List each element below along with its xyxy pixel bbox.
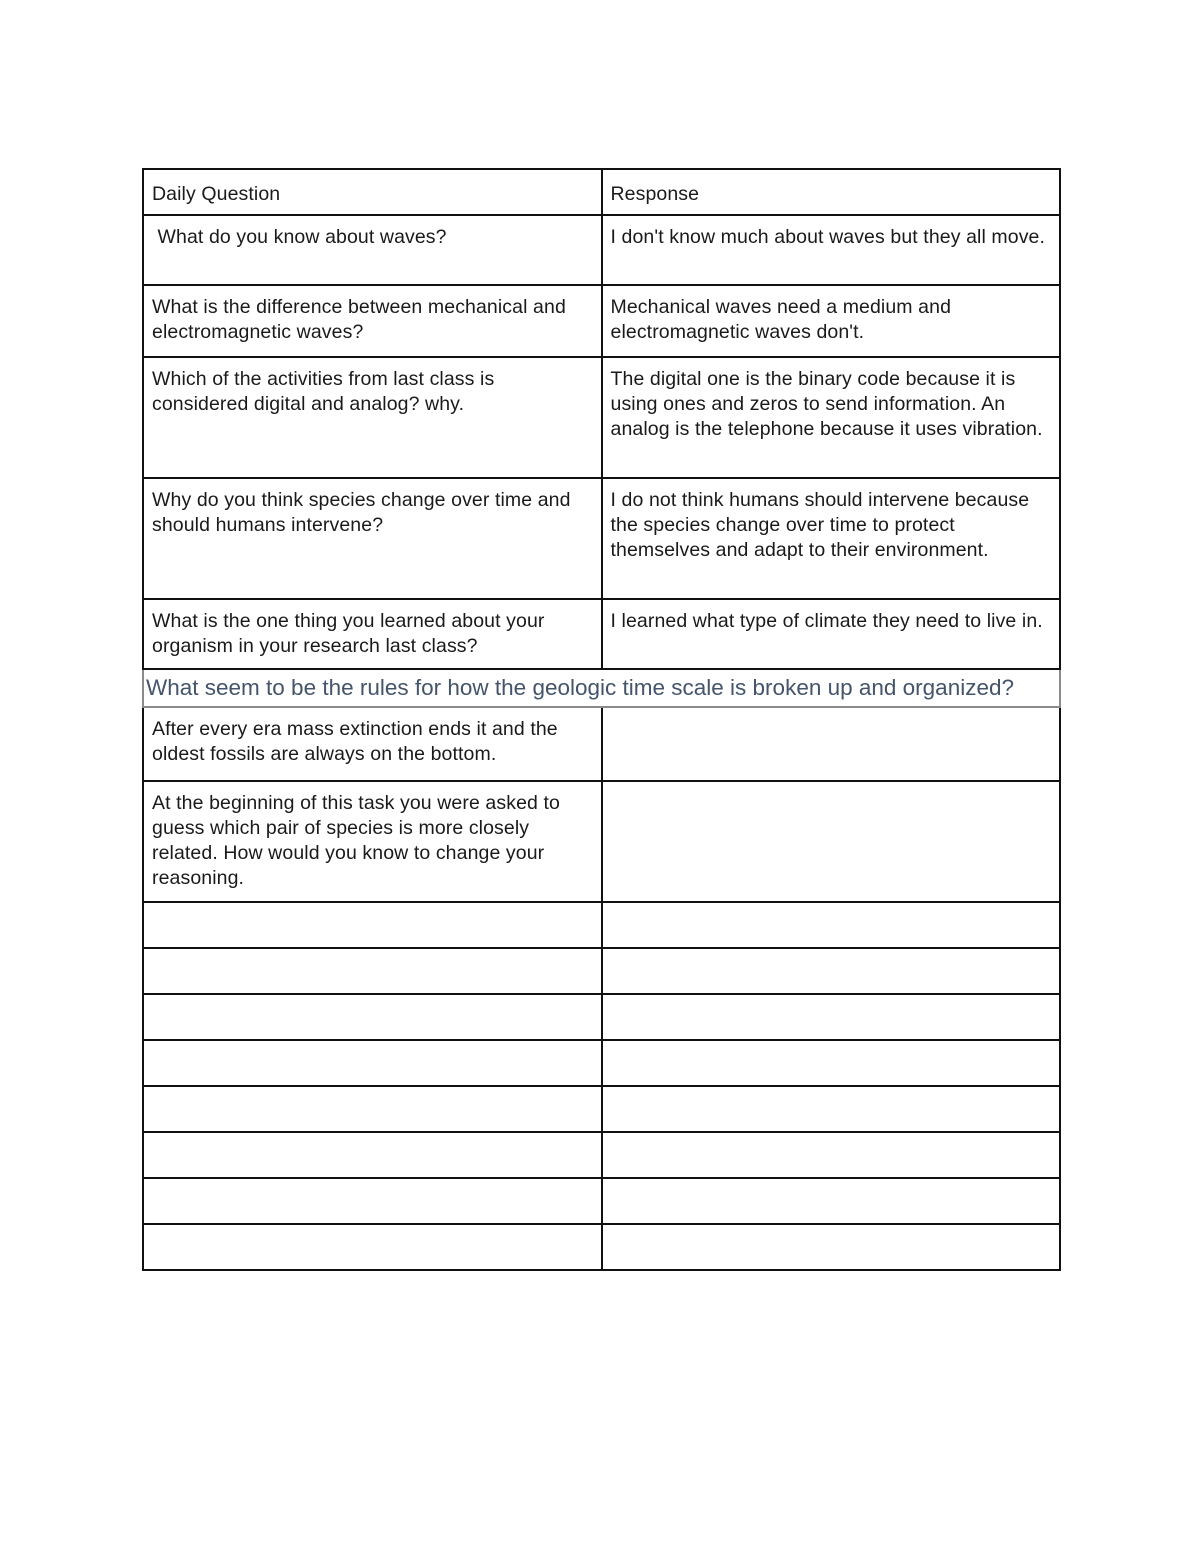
table-row: [143, 781, 1060, 902]
response-cell: Mechanical waves need a medium and electromagnetic waves don't.: [602, 285, 1061, 357]
blank-question-cell: [143, 1224, 602, 1270]
blank-response-cell: [602, 994, 1061, 1040]
blank-question-cell: [143, 1086, 602, 1132]
geologic-time-scale-question: What seem to be the rules for how the geologic time scale is broken up and organized?: [143, 669, 1060, 707]
response-cell: The digital one is the binary code because it is using ones and zeros to send information. An analog is the telephone because it uses vibration.: [602, 357, 1061, 478]
question-cell: Why do you think species change over time and should humans intervene?: [143, 478, 602, 599]
blank-row: [143, 1132, 1060, 1178]
question-cell: After every era mass extinction ends it and the oldest fossils are always on the bottom.: [143, 707, 602, 781]
blank-response-cell: [602, 1178, 1061, 1224]
blank-response-cell: [602, 1086, 1061, 1132]
header-daily-question: Daily Question: [143, 169, 602, 215]
response-cell: I don't know much about waves but they all move.: [602, 215, 1061, 285]
table-row: [143, 599, 1060, 669]
blank-question-cell: [143, 1178, 602, 1224]
question-cell: What do you know about waves?: [143, 215, 602, 285]
blank-question-cell: [143, 1132, 602, 1178]
question-cell: Which of the activities from last class is considered digital and analog? why.: [143, 357, 602, 478]
blank-row: [143, 1040, 1060, 1086]
blank-response-cell: [602, 948, 1061, 994]
header-response: Response: [602, 169, 1061, 215]
blank-row: [143, 1224, 1060, 1270]
blank-row: [143, 948, 1060, 994]
banner-row: [143, 669, 1060, 707]
table-row: [143, 357, 1060, 478]
question-cell: What is the difference between mechanical and electromagnetic waves?: [143, 285, 602, 357]
blank-question-cell: [143, 902, 602, 948]
table-row: [143, 285, 1060, 357]
table-row: [143, 707, 1060, 781]
blank-row: [143, 902, 1060, 948]
response-cell: I do not think humans should intervene because the species change over time to protect themselves and adapt to their environment.: [602, 478, 1061, 599]
table-header-row: [143, 169, 1060, 215]
blank-row: [143, 994, 1060, 1040]
response-cell: I learned what type of climate they need to live in.: [602, 599, 1061, 669]
response-cell: [602, 707, 1061, 781]
table-row: [143, 215, 1060, 285]
blank-question-cell: [143, 948, 602, 994]
blank-response-cell: [602, 1224, 1061, 1270]
blank-response-cell: [602, 902, 1061, 948]
daily-question-table: [142, 168, 1061, 1271]
blank-question-cell: [143, 994, 602, 1040]
question-cell: At the beginning of this task you were asked to guess which pair of species is more closely related. How would you know to change your reasoning.: [143, 781, 602, 902]
blank-response-cell: [602, 1132, 1061, 1178]
blank-question-cell: [143, 1040, 602, 1086]
question-cell: What is the one thing you learned about your organism in your research last class?: [143, 599, 602, 669]
blank-response-cell: [602, 1040, 1061, 1086]
blank-row: [143, 1086, 1060, 1132]
response-cell: [602, 781, 1061, 902]
table-row: [143, 478, 1060, 599]
blank-row: [143, 1178, 1060, 1224]
